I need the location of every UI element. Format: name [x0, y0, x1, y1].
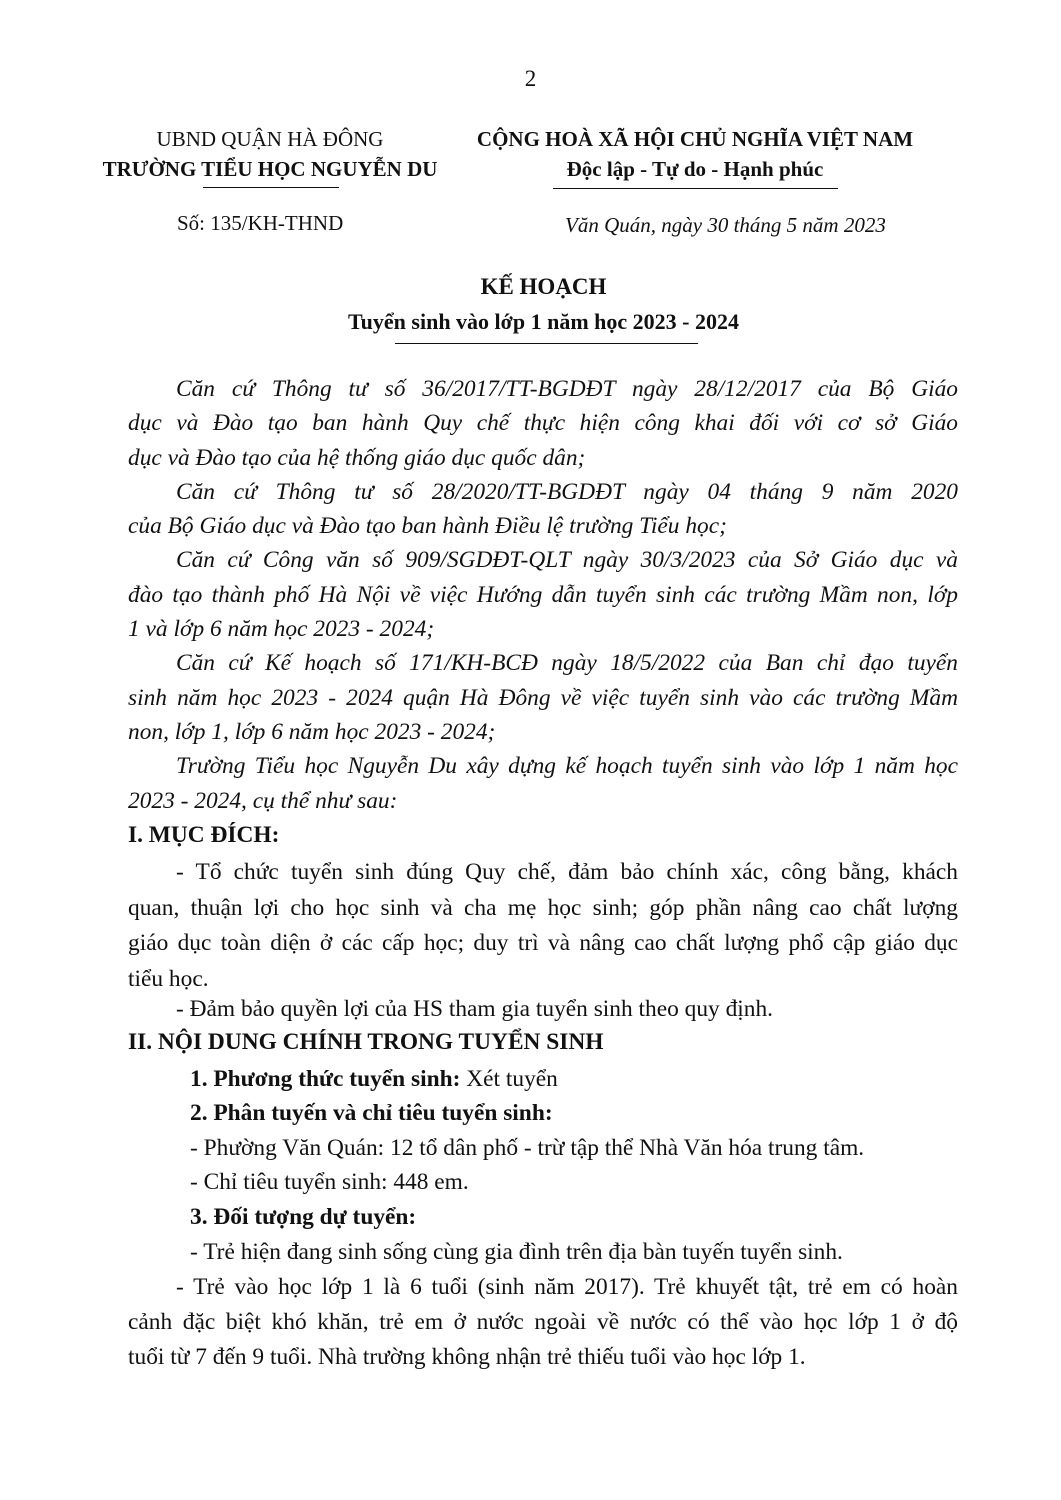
section-1-line: - Tổ chức tuyển sinh đúng Quy chế, đảm bảo chính xác, công bằng, khách: [176, 859, 958, 885]
issuing-authority: UBND QUẬN HÀ ĐÔNG: [156, 127, 384, 151]
preamble: [128, 372, 958, 818]
item-1-value: Xét tuyển: [460, 1066, 558, 1092]
age-requirement-line: tuổi từ 7 đến 9 tuổi. Nhà trường không nhận trẻ thiếu tuổi vào học lớp 1.: [128, 1344, 806, 1370]
school-name: TRƯỜNG TIỂU HỌC NGUYỄN DU: [102, 157, 438, 181]
eligibility-line: - Trẻ hiện đang sinh sống cùng gia đình trên địa bàn tuyến tuyển sinh.: [190, 1239, 843, 1265]
preamble-line: 1 và lớp 6 năm học 2023 - 2024;: [128, 616, 435, 643]
document-title: KẾ HOẠCH: [480, 274, 607, 299]
national-motto: Độc lập - Tự do - Hạnh phúc: [566, 157, 824, 181]
section-1-line: giáo dục toàn diện ở các cấp học; duy trì và nâng cao chất lượng phổ cập giáo dục: [128, 930, 958, 956]
page-number: 2: [524, 66, 537, 91]
section-1-line: quan, thuận lợi cho học sinh và cha mẹ học sinh; góp phần nâng cao chất lượng: [128, 894, 958, 921]
preamble-line: sinh năm học 2023 - 2024 quận Hà Đông về việc tuyển sinh vào các trường Mầm: [128, 684, 958, 711]
preamble-line: Căn cứ Kế hoạch số 171/KH-BCĐ ngày 18/5/2022 của Ban chỉ đạo tuyển: [176, 650, 958, 677]
preamble-line: Trường Tiểu học Nguyễn Du xây dựng kế hoạch tuyển sinh vào lớp 1 năm học: [176, 753, 958, 780]
preamble-line: dục và Đào tạo ban hành Quy chế thực hiện công khai đối với cơ sở Giáo: [128, 410, 958, 437]
preamble-line: dục và Đào tạo của hệ thống giáo dục quốc dân;: [128, 444, 586, 471]
national-title: CỘNG HOÀ XÃ HỘI CHỦ NGHĨA VIỆT NAM: [476, 127, 914, 151]
item-1-label: 1. Phương thức tuyển sinh:: [190, 1066, 461, 1092]
title-underline: [395, 343, 698, 344]
preamble-line: Căn cứ Thông tư số 36/2017/TT-BGDĐT ngày 28/12/2017 của Bộ Giáo: [176, 376, 958, 402]
section-2-heading: II. NỘI DUNG CHÍNH TRONG TUYỂN SINH: [128, 1029, 604, 1055]
document-subtitle: Tuyển sinh vào lớp 1 năm học 2023 - 2024: [348, 309, 739, 334]
preamble-line: của Bộ Giáo dục và Đào tạo ban hành Điều lệ trường Tiểu học;: [128, 513, 727, 540]
preamble-line: Căn cứ Công văn số 909/SGDĐT-QLT ngày 30/3/2023 của Sở Giáo dục và: [176, 547, 958, 574]
age-requirement-line: cảnh đặc biệt khó khăn, trẻ em ở nước ngoài về nước có thể vào học lớp 1 ở độ: [128, 1309, 958, 1335]
section-2-item-2-label: 2. Phân tuyến và chỉ tiêu tuyển sinh:: [190, 1100, 553, 1126]
preamble-line: Căn cứ Thông tư số 28/2020/TT-BGDĐT ngày 04 tháng 9 năm 2020: [176, 478, 958, 505]
preamble-line: đào tạo thành phố Hà Nội về việc Hướng dẫn tuyển sinh các trường Mầm non, lớp: [128, 581, 958, 608]
quota-line: - Chỉ tiêu tuyển sinh: 448 em.: [190, 1169, 469, 1195]
preamble-line: 2023 - 2024, cụ thể như sau:: [128, 787, 398, 814]
section-1-rights: - Đảm bảo quyền lợi của HS tham gia tuyển sinh theo quy định.: [176, 996, 774, 1022]
section-1-paragraph: [128, 855, 958, 997]
section-2-item-3-label: 3. Đối tượng dự tuyển:: [190, 1204, 417, 1230]
place-and-date: Văn Quán, ngày 30 tháng 5 năm 2023: [565, 213, 886, 237]
section-2-item-1: [190, 1066, 558, 1093]
section-1-line: tiểu học.: [128, 965, 209, 992]
document-number: Số: 135/KH-THND: [177, 211, 344, 235]
motto-underline: [553, 188, 838, 189]
age-requirement-paragraph: [128, 1270, 958, 1375]
section-1-heading: I. MỤC ĐÍCH:: [128, 822, 280, 848]
age-requirement-line: - Trẻ vào học lớp 1 là 6 tuổi (sinh năm 2017). Trẻ khuyết tật, trẻ em có hoàn: [176, 1274, 958, 1300]
school-name-underline: [203, 187, 339, 188]
zone-line: - Phường Văn Quán: 12 tổ dân phố - trừ tập thể Nhà Văn hóa trung tâm.: [190, 1135, 865, 1161]
preamble-line: non, lớp 1, lớp 6 năm học 2023 - 2024;: [128, 718, 496, 745]
